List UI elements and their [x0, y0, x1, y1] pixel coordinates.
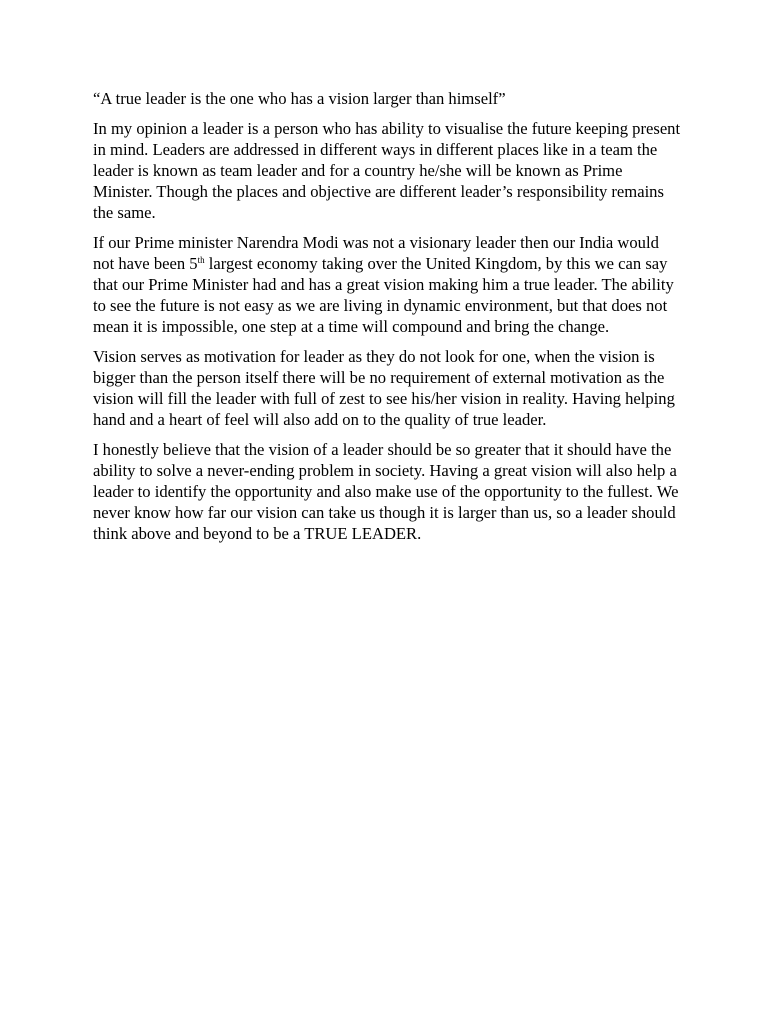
document-body [93, 88, 683, 553]
opening-quote: “A true leader is the one who has a vision larger than himself” [93, 89, 506, 108]
paragraph-1: In my opinion a leader is a person who has ability to visualise the future keeping present in mind. Leaders are addressed in different ways in different places like in a team the leader is known as team leader and for a country he/she will be known as Prime Minister. Though the places and objective are different leader’s responsibility remains the same. [93, 119, 681, 222]
ordinal-superscript: th [197, 255, 205, 265]
paragraph-2-text-start: If our Prime minister Narendra Modi was not a visionary leader then our India would not have been 5 [93, 233, 659, 273]
paragraph-2 [93, 232, 683, 337]
paragraph-2-text-end: largest economy taking over the United Kingdom, by this we can say that our Prime Minister had and has a great vision making him a true leader. The ability to see the future is not easy as we are living in dynamic environment, but that does not mean it is impossible, one step at a time will compound and bring the change. [93, 254, 674, 336]
paragraph-4: I honestly believe that the vision of a leader should be so greater that it should have the ability to solve a never-ending problem in society. Having a great vision will also help a leader to identify the opportunity and also make use of the opportunity to the fullest. We never know how far our vision can take us though it is larger than us, so a leader should think above and beyond to be a TRUE LEADER. [93, 440, 679, 543]
paragraph-3: Vision serves as motivation for leader as they do not look for one, when the vision is bigger than the person itself there will be no requirement of external motivation as the vision will fill the leader with full of zest to see his/her vision in reality. Having helping hand and a heart of feel will also add on to the quality of true leader. [93, 347, 675, 429]
